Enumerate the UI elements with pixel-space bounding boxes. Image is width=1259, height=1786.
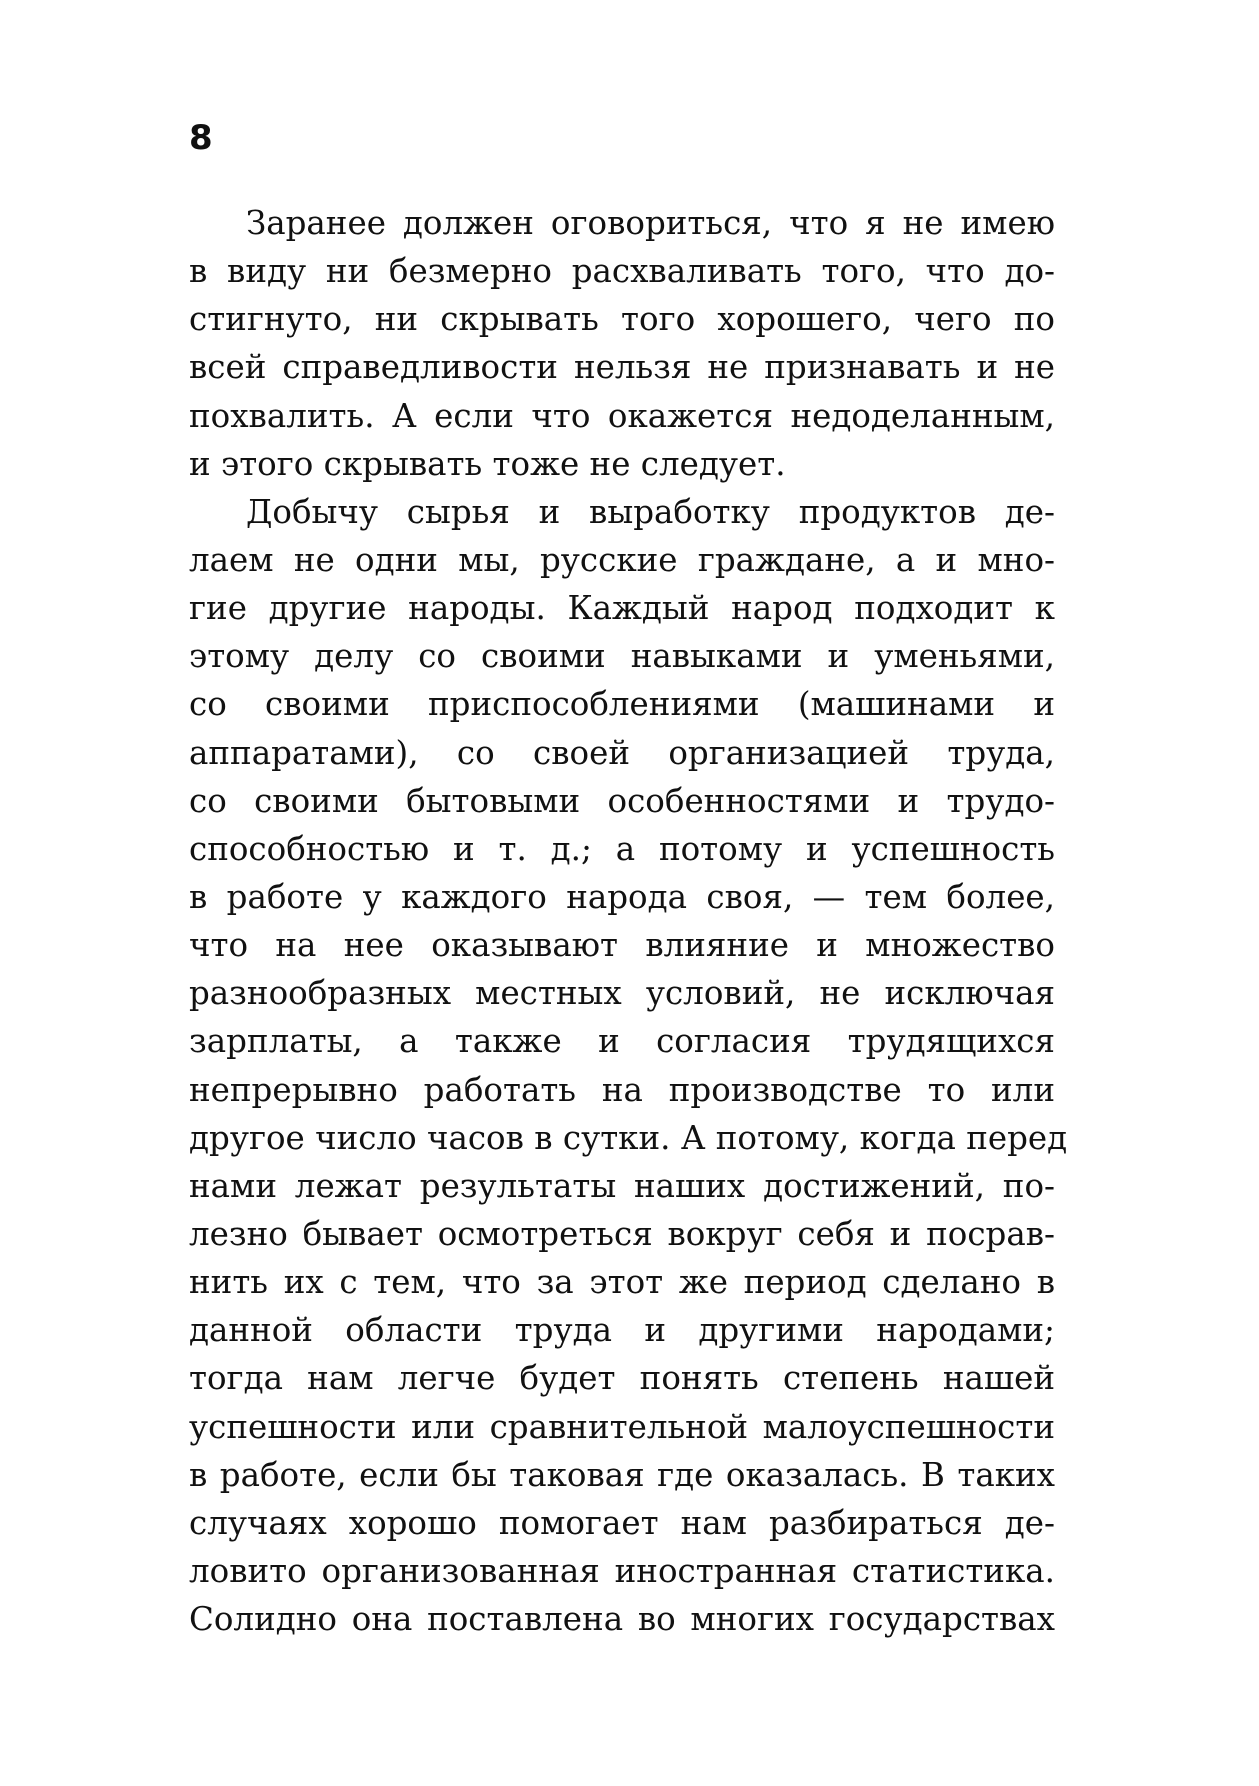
- text-line: успешности или сравнительной малоуспешности: [189, 1407, 1055, 1446]
- text-line: непрерывно работать на производстве то или: [189, 1070, 1055, 1109]
- text-line: тогда нам легче будет понять степень нашей: [189, 1359, 1055, 1398]
- text-line: в работе, если бы таковая где оказалась. В таких: [189, 1455, 1055, 1494]
- body-text: [189, 199, 1068, 1643]
- text-line: стигнуто, ни скрывать того хорошего, чего по: [189, 300, 1055, 339]
- text-line: со своими приспособлениями (машинами и: [189, 685, 1055, 724]
- text-line: Заранее должен оговориться, что я не имею: [246, 204, 1055, 242]
- text-line: зарплаты, а также и согласия трудящихся: [189, 1022, 1055, 1061]
- text-line: лезно бывает осмотреться вокруг себя и посрав-: [189, 1214, 1055, 1253]
- text-line: ловито организованная иностранная статистика.: [189, 1551, 1055, 1590]
- text-line: способностью и т. д.; а потому и успешность: [189, 829, 1055, 868]
- text-line: аппаратами), со своей организацией труда,: [189, 733, 1055, 772]
- text-line: другое число часов в сутки. А потому, когда перед: [189, 1118, 1068, 1157]
- text-line: со своими бытовыми особенностями и трудо-: [189, 781, 1055, 820]
- page-number: 8: [189, 118, 213, 158]
- text-line: что на нее оказывают влияние и множество: [189, 926, 1055, 965]
- text-line: в виду ни безмерно расхваливать того, что до-: [189, 252, 1055, 291]
- text-line: в работе у каждого народа своя, — тем более,: [189, 877, 1055, 916]
- text-line: этому делу со своими навыками и уменьями,: [189, 637, 1055, 676]
- text-line: Добычу сырья и выработку продуктов де-: [246, 492, 1055, 531]
- text-line: данной области труда и другими народами;: [189, 1311, 1055, 1350]
- text-line: нами лежат результаты наших достижений, по-: [189, 1166, 1055, 1205]
- text-line: всей справедливости нельзя не признавать и не: [189, 348, 1055, 387]
- text-line: разнообразных местных условий, не исключая: [189, 974, 1055, 1013]
- text-line: и этого скрывать тоже не следует.: [189, 444, 786, 483]
- paragraph-1: [189, 199, 1055, 488]
- text-line: случаях хорошо помогает нам разбираться де-: [189, 1503, 1055, 1542]
- text-line: гие другие народы. Каждый народ подходит к: [189, 589, 1055, 628]
- text-line: похвалить. А если что окажется недоделанным,: [189, 396, 1055, 435]
- text-line: лаем не одни мы, русские граждане, а и мно-: [189, 540, 1055, 579]
- text-line: Солидно она поставлена во многих государствах: [189, 1600, 1055, 1639]
- paragraph-2: [189, 488, 1068, 1643]
- text-line: нить их с тем, что за этот же период сделано в: [189, 1263, 1055, 1302]
